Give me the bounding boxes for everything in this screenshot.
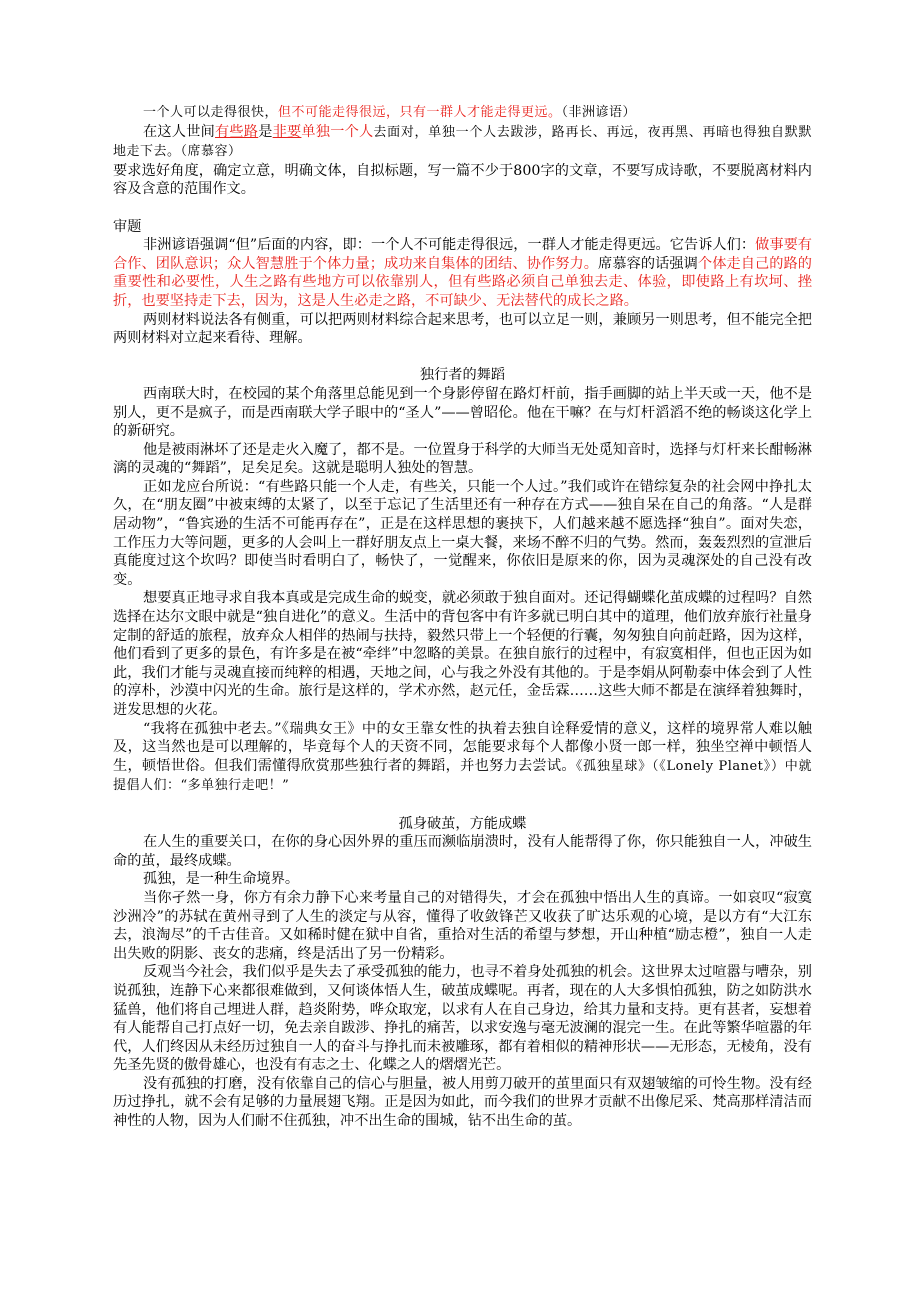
essay2-paragraph: 在人生的重要关口，在你的身心因外界的重压而濒临崩溃时，没有人能帮得了你，你只能独自一人，冲破生命的茧，最终成蝶。 (113, 834, 812, 869)
quote-part: 在这人世间 (143, 123, 215, 140)
essay1-text: 《孤独星球》（《Lonely Planet》）中就提倡人们：“多单独行走吧！” (113, 758, 812, 794)
quote-highlight: 单独一个人 (301, 123, 374, 140)
spacer (113, 796, 812, 815)
essay1-paragraph: 西南联大时，在校园的某个角落里总能见到一个身影停留在路灯杆前，指手画脚的站上半天或一天，他不是别人，更不是疯子，而是西南联大学子眼中的“圣人”——曾昭伦。他在干嘛？在与灯杆滔滔不绝的畅谈这化学上的新研究。 (113, 385, 812, 440)
analysis-highlight: 个体走自己的路的重要性和必要性，人生之路有些地方可以依靠别人，但有些路必须自己单独去走、体验，即使路上有坎坷、挫折，也要坚持走下去，因为，这是人生必走之路，不可缺少、无法替代的成长之路。 (113, 255, 812, 309)
analysis-text: 非洲谚语强调“但”后面的内容，即：一个人不可能走得很远，一群人才能走得更远。它告诉人们： (143, 237, 756, 254)
proverb-source: （非洲谚语） (561, 105, 637, 120)
essay2-paragraph: 没有孤独的打磨，没有依靠自己的信心与胆量，被人用剪刀破开的茧里面只有双翅皱缩的可怜生物。没有经历过挣扎，就不会有足够的力量展翅飞翔。正是因为如此，而今我们的世界才贡献不出像尼采、梵高那样清洁而神性的人物，因为人们耐不住孤独，冲不出生命的围城，钻不出生命的茧。 (113, 1075, 812, 1130)
analysis-paragraph: 两则材料说法各有侧重，可以把两则材料综合起来思考，也可以立足一则，兼顾另一则思考，但不能完全把两则材料对立起来看待、理解。 (113, 311, 812, 347)
quote-part: 去面对，单独一个人去跋涉，路再长、再远，夜再黑、再暗也得独自默默地走下去。（席慕容） (113, 124, 812, 160)
essay2-paragraph: 孤独，是一种生命境界。 (143, 871, 300, 888)
essay2-paragraph: 当你孑然一身，你方有余力静下心来考量自己的对错得失，才会在孤独中悟出人生的真谛。一如哀叹“寂寞沙洲冷”的苏轼在黄州寻到了人生的淡定与从容，懂得了收敛锋芒又收获了旷达乐观的心境，是以方有“大江东去，浪淘尽”的千古佳音。又如稀时健在狱中自省，重拾对生活的希望与梦想，开山种植“励志橙”，独自一人走出失败的阴影、丧女的悲痛，终是活出了另一份精彩。 (113, 889, 812, 962)
analysis-heading: 审题 (113, 218, 142, 235)
prompt-requirements: 要求选好角度，确定立意，明确文体，自拟标题，写一篇不少于800字的文章，不要写成诗歌，不要脱离材料内容及含意的范围作文。 (113, 162, 812, 198)
essay1-text: “我将在孤独中老去。”《瑞典女王》中的女王靠女性的执着去独自诠释爱情的意义，这样的境界常人难以触及，这当然也是可以理解的，毕竟每个人的天资不同，怎能要求每个人都像小贤一郎一样，独坐空禅中顿悟人生，顿悟世俗。但我们需懂得欣赏那些独行者的舞蹈，并也努力去尝试。 (113, 720, 812, 774)
quote-underlined: 有些路 (215, 123, 259, 140)
analysis-paragraph (113, 236, 812, 310)
quote-part: 是 (258, 123, 273, 140)
proverb-lead: 一个人可以走得很快， (143, 105, 279, 120)
essay1-paragraph: 他是被雨淋坏了还是走火入魔了，都不是。一位置身于科学的大师当无处觅知音时，选择与灯杆来长酣畅淋漓的灵魂的“舞蹈”，足矣足矣。这就是聪明人独处的智慧。 (113, 441, 812, 477)
analysis-highlight: 做事要有合作、团队意识；众人智慧胜于个体力量；成功来自集体的团结、协作努力。 (113, 237, 812, 272)
essay1-paragraph (113, 720, 812, 796)
essay1-paragraph: 想要真正地寻求自我本真或是完成生命的蜕变，就必须敢于独自面对。还记得蝴蝶化茧成蝶的过程吗？自然选择在达尔文眼中就是“独自进化”的意义。生活中的背包客中有许多就已明白其中的道理，他们放弃旅行社量身定制的舒适的旅程，放弃众人相伴的热闹与扶持，毅然只带上一个轻便的行囊，匆匆独自向前赶路，因为这样，他们看到了更多的景色，有许多是在被“牵绊”中忽略的美景。在独自旅行的过程中，有寂寞相伴，但也正因为如此，我们才能与灵魂直接而纯粹的相遇，天地之间，心与我之外没有其他的。于是李娟从阿勒泰中体会到了人性的淳朴，沙漠中闪光的生命。旅行是这样的，学术亦然，赵元任，金岳霖……这些大师不都是在演绎着独舞时，迸发思想的火花。 (113, 590, 812, 718)
prompt-proverb (113, 104, 812, 123)
quote-underlined: 非要 (272, 123, 302, 140)
essay2-paragraph: 反观当今社会，我们似乎是失去了承受孤独的能力，也寻不着身处孤独的机会。这世界太过喧嚣与嘈杂，别说孤独，连静下心来都很难做到，又何谈体悟人生，破茧成蝶呢。再者，现在的人大多惧怕孤独，防之如防洪水猛兽，他们将自己埋进人群，趋炎附势，哗众取宠，以求有人在自己身边，给其力量和支持。更有甚者，妄想着有人能帮自己打点好一切，免去亲自跋涉、挣扎的痛苦，以求安逸与毫无波澜的混完一生。在此等繁华喧嚣的年代，人们终因从未经历过独自一人的奋斗与挣扎而未被雕琢，都有着相似的精神形状——无形态，无棱角，没有先圣先贤的傲骨雄心，也没有有志之士、化蝶之人的熠熠光芒。 (113, 964, 812, 1074)
spacer (113, 348, 812, 367)
spacer (113, 199, 812, 218)
prompt-quote (113, 123, 812, 162)
analysis-text: 席慕容的话强调 (598, 255, 698, 272)
essay1-paragraph: 正如龙应台所说：“有些路只能一个人走，有些关，只能一个人过。”我们或许在错综复杂的社会网中挣扎太久，在“朋友圈”中被束缚的太紧了，以至于忘记了生活里还有一种存在方式——独自呆在自己的角落。“人是群居动物”，“鲁宾逊的生活不可能再存在”，正是在这样思想的裹挟下，人们越来越不愿选择“独自”。面对失恋，工作压力大等问题，更多的人会叫上一群好朋友点上一桌大餐，来场不醉不归的气势。然而，轰轰烈烈的宣泄后真能度过这个坎吗？即使当时看明白了，畅快了，一觉醒来，你依旧是原来的你，因为灵魂深处的自己没有改变。 (113, 478, 812, 588)
essay2-title: 孤身破茧，方能成蝶 (398, 815, 527, 832)
proverb-highlight: 但不可能走得很远，只有一群人才能走得更远。 (278, 105, 562, 120)
essay1-title: 独行者的舞蹈 (419, 367, 506, 384)
